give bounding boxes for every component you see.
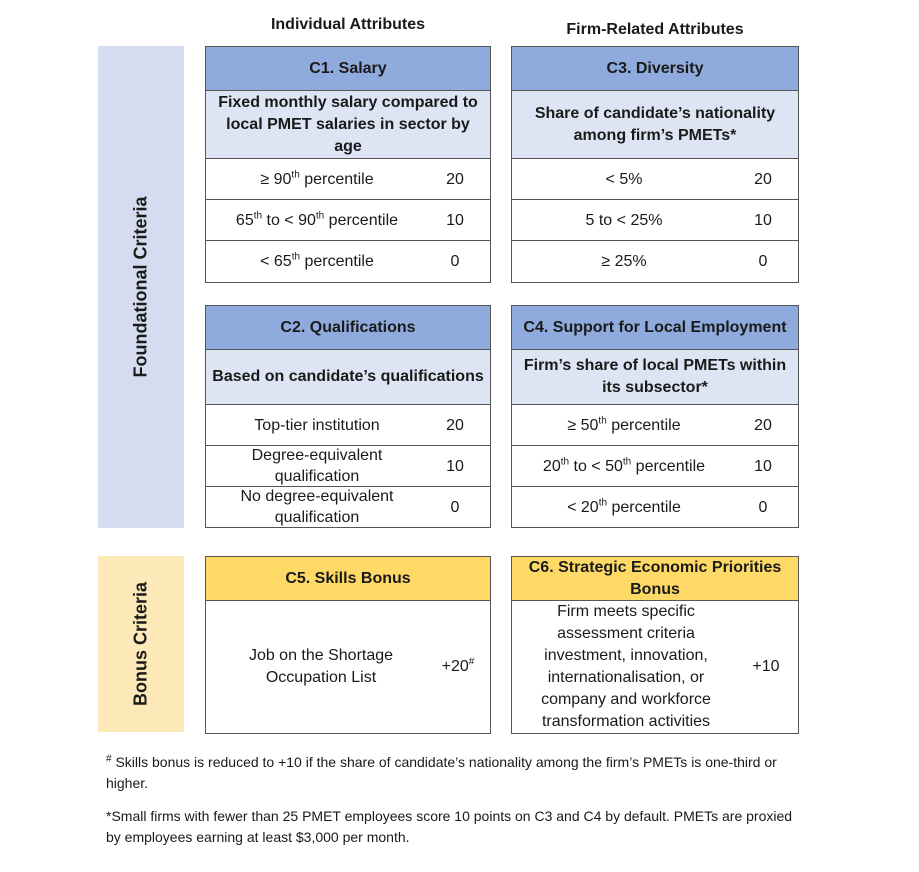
skills-bonus-footnote-text: Skills bonus is reduced to +10 if the share of candidate’s nationality among the firm’s PMETs is one-third or higher.	[106, 754, 777, 791]
c4-title: C4. Support for Local Employment	[512, 306, 798, 350]
c6-title: C6. Strategic Economic Priorities Bonus	[512, 557, 798, 601]
c1-row-3-points: 0	[450, 253, 460, 270]
c6-points: +10	[752, 658, 780, 675]
c3-row-2	[512, 200, 798, 241]
c1-row-1-label: ≥ 90th percentile	[260, 169, 374, 188]
c2-title: C2. Qualifications	[206, 306, 490, 350]
c3-description: Share of candidate’s nationality among firm’s PMETs*	[512, 91, 798, 159]
foundational-criteria-label: Foundational Criteria	[130, 196, 151, 378]
small-firms-footnote: *Small firms with fewer than 25 PMET employees score 10 points on C3 and C4 by default. PMETs are proxied by employees earning at least $3,000 per month.	[106, 808, 793, 845]
c2-row-2	[206, 446, 490, 487]
c4-row-3-label: < 20th percentile	[567, 497, 681, 516]
c4-row-1	[512, 405, 798, 446]
c4-row-2-points: 10	[754, 457, 772, 475]
c1-row-1-points: 20	[446, 170, 464, 188]
c2-description: Based on candidate’s qualifications	[206, 350, 490, 405]
c4-row-1-label: ≥ 50th percentile	[567, 415, 681, 434]
c5-body	[206, 601, 490, 733]
c4-description: Firm’s share of local PMETs within its subsector*	[512, 350, 798, 405]
c3-title: C3. Diversity	[512, 47, 798, 91]
c3-row-2-points: 10	[754, 211, 772, 229]
c5-body-text: Job on the Shortage Occupation List	[248, 647, 394, 686]
c1-salary-card	[205, 46, 491, 283]
c1-row-3-label: < 65th percentile	[260, 251, 374, 270]
c2-row-1-label: Top-tier institution	[254, 416, 380, 434]
c2-row-3	[206, 487, 490, 527]
individual-attributes-heading: Individual Attributes	[270, 16, 426, 33]
c3-row-1	[512, 159, 798, 200]
c2-row-2-points: 10	[446, 457, 464, 475]
c2-row-3-label: No degree-equivalent qualification	[240, 488, 394, 526]
c1-description: Fixed monthly salary compared to local PMET salaries in sector by age	[206, 91, 490, 159]
c1-row-2-label: 65th to < 90th percentile	[235, 210, 399, 229]
skills-bonus-footnote	[106, 752, 806, 794]
c4-local-employment-card	[511, 305, 799, 528]
footnote-hash-mark: #	[106, 753, 112, 765]
c1-row-1	[206, 159, 490, 200]
c4-row-3	[512, 487, 798, 527]
c3-row-3-points: 0	[758, 253, 768, 270]
c1-row-2-points: 10	[446, 211, 464, 229]
c6-body	[512, 601, 798, 733]
c5-points: +20#	[441, 656, 475, 675]
c4-row-2-label: 20th to < 50th percentile	[542, 456, 706, 475]
c2-row-2-label: Degree-equivalent qualification	[251, 447, 383, 485]
c4-row-2	[512, 446, 798, 487]
c3-row-1-label: < 5%	[605, 170, 643, 188]
c3-row-3	[512, 241, 798, 282]
c6-strategic-bonus-card	[511, 556, 799, 734]
c3-row-3-label: ≥ 25%	[601, 253, 647, 270]
bonus-criteria-band	[98, 556, 184, 732]
c3-row-2-label: 5 to < 25%	[585, 211, 663, 229]
c1-row-2	[206, 200, 490, 241]
c3-diversity-card	[511, 46, 799, 283]
c5-skills-bonus-card	[205, 556, 491, 734]
c1-row-3	[206, 241, 490, 282]
c2-row-1	[206, 405, 490, 446]
bonus-criteria-label: Bonus Criteria	[130, 581, 151, 707]
c5-title: C5. Skills Bonus	[206, 557, 490, 601]
foundational-criteria-band	[98, 46, 184, 528]
c1-title: C1. Salary	[206, 47, 490, 91]
c6-body-text: Firm meets specific assessment criteria investment, innovation, internationalisation, or company and workforce transformation activities	[541, 603, 711, 730]
c2-row-3-points: 0	[450, 498, 460, 516]
c4-row-3-points: 0	[758, 498, 768, 516]
c3-row-1-points: 20	[754, 170, 772, 188]
firm-attributes-heading: Firm-Related Attributes	[566, 21, 744, 38]
c2-qualifications-card	[205, 305, 491, 528]
c2-row-1-points: 20	[446, 416, 464, 434]
c4-row-1-points: 20	[754, 416, 772, 434]
